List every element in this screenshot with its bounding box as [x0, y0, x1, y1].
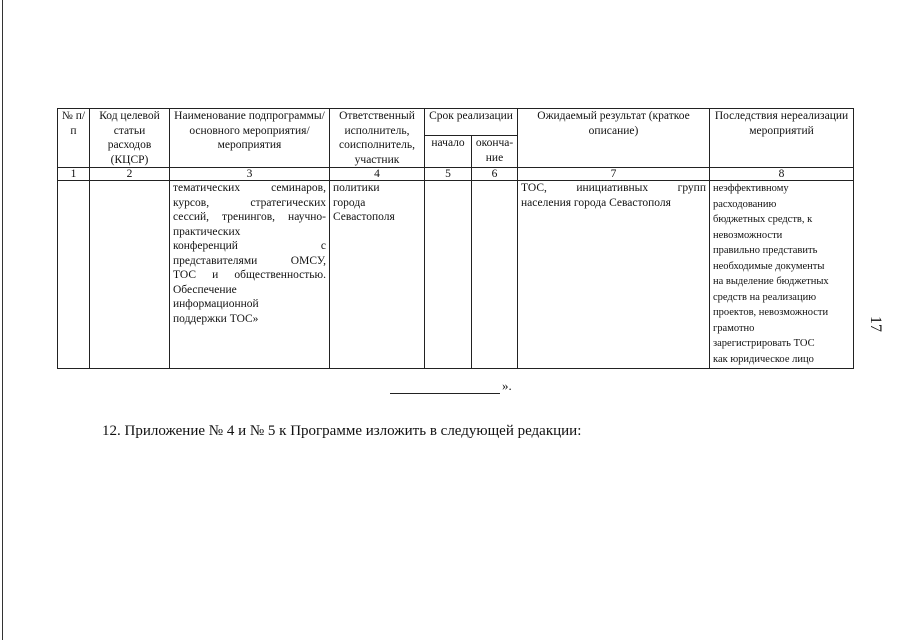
responsible-line: политики [333, 182, 380, 194]
header-result: Ожидаемый результат (краткое описание) [518, 109, 710, 168]
cell-consequences [710, 181, 854, 369]
scan-edge-line [2, 0, 3, 640]
consequences-line: правильно представить [713, 245, 818, 256]
cell-responsible [330, 181, 425, 369]
name-line: курсов, стратегических [173, 196, 326, 209]
name-line: сессий, тренингов, научно- [173, 211, 326, 223]
col-number-1: 1 [58, 168, 90, 181]
cell-num [58, 181, 90, 369]
consequences-line: зарегистрировать ТОС [713, 338, 815, 349]
consequences-line: бюджетных средств, к [713, 214, 813, 225]
name-line: тематических семинаров, [173, 182, 326, 194]
paragraph-item-12: 12. Приложение № 4 и № 5 к Программе изложить в следующей редакции: [102, 423, 582, 439]
header-start: начало [425, 136, 472, 168]
cell-start [425, 181, 472, 369]
consequences-line: неэффективному [713, 183, 789, 194]
cell-name [170, 181, 330, 369]
program-table [57, 108, 854, 369]
consequences-line: проектов, невозможности [713, 307, 829, 318]
col-number-5: 5 [425, 168, 472, 181]
name-line: конференций с [173, 240, 326, 252]
cell-result [518, 181, 710, 369]
responsible-line: города [333, 196, 366, 209]
header-end: оконча-ние [472, 136, 518, 168]
col-number-3: 3 [170, 168, 330, 181]
consequences-line: грамотно [713, 322, 755, 334]
consequences-line: невозможности [713, 229, 783, 241]
end-underline [390, 383, 500, 394]
header-term: Срок реализации [425, 109, 518, 136]
result-line: ТОС, инициативных групп [521, 182, 706, 194]
consequences-line: как юридическое лицо [713, 353, 814, 365]
consequences-line: необходимые документы [713, 260, 825, 272]
consequences-line: расходованию [713, 198, 777, 210]
col-number-2: 2 [90, 168, 170, 181]
header-consequences: Последствия нереализации мероприятий [710, 109, 854, 168]
col-number-7: 7 [518, 168, 710, 181]
name-line: ТОС и общественностью. [173, 269, 326, 281]
result-line: населения города Севастополя [521, 196, 671, 209]
responsible-line: Севастополя [333, 211, 395, 223]
name-line: представителями ОМСУ, [173, 254, 326, 267]
name-line: практических [173, 225, 241, 238]
name-line: поддержки ТОС» [173, 312, 259, 325]
table-end-mark [390, 378, 512, 394]
header-responsible: Ответственный исполнитель, соисполнитель, участник [330, 109, 425, 168]
page-number: 17 [867, 316, 884, 332]
col-number-6: 6 [472, 168, 518, 181]
consequences-line: средств на реализацию [713, 291, 817, 303]
name-line: Обеспечение [173, 283, 237, 296]
header-name: Наименование подпрограммы/ основного мероприятия/ мероприятия [170, 109, 330, 168]
cell-end [472, 181, 518, 369]
consequences-line: на выделение бюджетных [713, 276, 829, 287]
name-line: информационной [173, 298, 259, 310]
header-num: № п/п [58, 109, 90, 168]
cell-code [90, 181, 170, 369]
end-quote: ». [502, 378, 512, 393]
col-number-4: 4 [330, 168, 425, 181]
col-number-8: 8 [710, 168, 854, 181]
header-code: Код целевой статьи расходов (КЦСР) [90, 109, 170, 168]
